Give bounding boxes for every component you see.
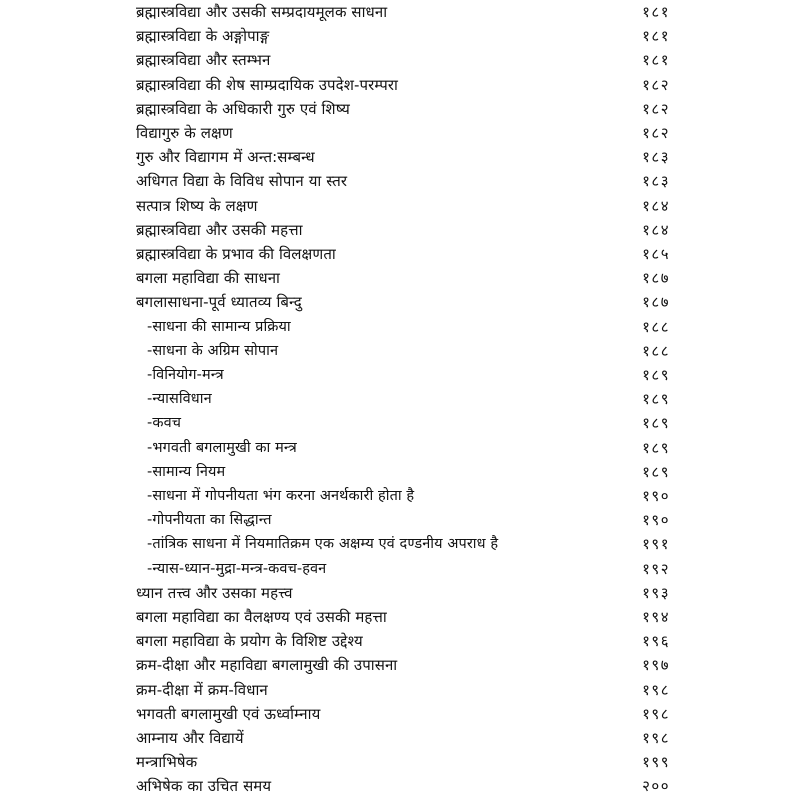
toc-entry-title: -तांत्रिक साधना में नियमातिक्रम एक अक्षम्य एवं दण्डनीय अपराध है — [147, 536, 499, 553]
toc-entry-title: ब्रह्मास्त्रविद्या की शेष साम्प्रदायिक उपदेश-परम्परा — [136, 75, 398, 94]
toc-entry-title: ब्रह्मास्त्रविद्या के प्रभाव की विलक्षणता — [136, 245, 336, 263]
toc-entry-page-number: १८१ — [642, 51, 670, 70]
toc-entry-page-number: १८७ — [642, 269, 670, 288]
toc-entry — [0, 49, 800, 73]
toc-entry-title: मन्त्राभिषेक — [136, 753, 198, 772]
toc-entry-page-number: १९२ — [642, 559, 670, 578]
toc-entry — [0, 291, 800, 315]
toc-entry-title: आम्नाय और विद्यायें — [136, 729, 244, 747]
toc-entry-title: -साधना की सामान्य प्रक्रिया — [147, 318, 291, 335]
toc-entry-title: -कवच — [147, 415, 182, 432]
toc-entry — [0, 679, 800, 703]
toc-entry-title: क्रम-दीक्षा और महाविद्या बगलामुखी की उपासना — [136, 656, 398, 675]
toc-entry-title: बगला महाविद्या का वैलक्षण्य एवं उसकी महत्ता — [136, 608, 387, 626]
toc-entry — [0, 654, 800, 678]
toc-entry-page-number: १९० — [642, 487, 670, 505]
toc-entry-page-number: १९७ — [642, 656, 670, 675]
toc-entry — [0, 509, 800, 533]
toc-entry — [0, 775, 800, 799]
toc-entry-title: -विनियोग-मन्त्र — [147, 367, 224, 383]
toc-entry-page-number: १९३ — [642, 583, 670, 602]
toc-entry-page-number: १८२ — [642, 75, 670, 94]
toc-entry — [0, 340, 800, 364]
toc-entry-title: ब्रह्मास्त्रविद्या और उसकी महत्ता — [136, 220, 303, 239]
toc-entry — [0, 195, 800, 219]
toc-entry-title: ब्रह्मास्त्रविद्या और स्तम्भन — [136, 51, 271, 70]
toc-entry-page-number: १८९ — [642, 390, 670, 409]
toc-entry-title: अधिगत विद्या के विविध सोपान या स्तर — [136, 172, 348, 191]
toc-entry — [0, 630, 800, 654]
toc-entry — [0, 388, 800, 412]
toc-entry-page-number: १८४ — [642, 196, 670, 215]
toc-entry-page-number: १८७ — [642, 293, 670, 312]
toc-entry — [0, 582, 800, 606]
toc-entry — [0, 74, 800, 98]
toc-entry-page-number: १८९ — [642, 366, 670, 384]
toc-entry-title: बगलासाधना-पूर्व ध्यातव्य बिन्दु — [136, 293, 302, 312]
toc-entry — [0, 703, 800, 727]
toc-entry-page-number: १९१ — [642, 535, 670, 554]
toc-entry — [0, 122, 800, 146]
toc-entry-page-number: २०० — [642, 777, 670, 796]
toc-entry-page-number: १९६ — [642, 632, 670, 651]
toc-entry-page-number: १९४ — [642, 608, 670, 626]
toc-entry — [0, 558, 800, 582]
toc-entry-title: विद्यागुरु के लक्षण — [136, 124, 233, 142]
toc-entry-title: -सामान्य नियम — [147, 463, 226, 480]
toc-entry-title: बगला महाविद्या की साधना — [136, 269, 281, 288]
toc-entry-page-number: १८९ — [642, 438, 670, 457]
toc-entry-page-number: १८८ — [642, 317, 670, 336]
toc-entry-page-number: १९९ — [642, 753, 670, 772]
toc-entry — [0, 267, 800, 291]
toc-entry-page-number: १८१ — [642, 3, 670, 21]
toc-entry-page-number: १९० — [642, 511, 670, 530]
toc-entry-title: -साधना में गोपनीयता भंग करना अनर्थकारी होता है — [147, 488, 415, 504]
toc-entry-page-number: १८८ — [642, 341, 670, 360]
toc-entry — [0, 412, 800, 436]
toc-entry-title: गुरु और विद्यागम में अन्त:सम्बन्ध — [136, 148, 315, 167]
toc-entry-page-number: १९८ — [642, 729, 670, 747]
toc-entry-page-number: १८३ — [642, 148, 670, 167]
toc-entry — [0, 533, 800, 557]
toc-entry — [0, 364, 800, 388]
toc-entry-page-number: १९८ — [642, 680, 670, 699]
toc-entry-page-number: १८९ — [642, 462, 670, 481]
toc-entry-page-number: १८३ — [642, 172, 670, 191]
toc-entry-title: बगला महाविद्या के प्रयोग के विशिष्ट उद्देश्य — [136, 632, 363, 651]
toc-entry-title: -साधना के अग्रिम सोपान — [147, 342, 279, 359]
toc-entry-title: -गोपनीयता का सिद्धान्त — [147, 512, 272, 529]
toc-entry-title: सत्पात्र शिष्य के लक्षण — [136, 196, 258, 215]
toc-entry-title: ब्रह्मास्त्रविद्या के अधिकारी गुरु एवं शिष्य — [136, 99, 350, 118]
toc-entry-title: अभिषेक का उचित समय — [136, 777, 272, 796]
toc-entry-title: -न्यास-ध्यान-मुद्रा-मन्त्र-कवच-हवन — [147, 560, 327, 577]
toc-entry — [0, 606, 800, 630]
toc-entry-page-number: १९८ — [642, 704, 670, 723]
toc-entry-page-number: १८४ — [642, 220, 670, 239]
toc-entry — [0, 751, 800, 775]
toc-entry-page-number: १८१ — [642, 27, 670, 46]
toc-entry-title: ब्रह्मास्त्रविद्या और उसकी सम्प्रदायमूलक साधना — [136, 3, 388, 21]
toc-entry — [0, 1, 800, 25]
toc-entry — [0, 170, 800, 194]
toc-entry — [0, 25, 800, 49]
toc-entry-page-number: १८५ — [642, 245, 670, 263]
toc-entry-title: ध्यान तत्त्व और उसका महत्त्व — [136, 583, 293, 602]
toc-entry-page-number: १८९ — [642, 414, 670, 433]
toc-entry — [0, 461, 800, 485]
toc-entry-title: ब्रह्मास्त्रविद्या के अङ्गोपाङ्ग — [136, 27, 270, 46]
toc-entry — [0, 316, 800, 340]
toc-entry-page-number: १८२ — [642, 124, 670, 142]
toc-entry-page-number: १८२ — [642, 99, 670, 118]
toc-entry — [0, 243, 800, 267]
toc-entry — [0, 146, 800, 170]
toc-entry-title: भगवती बगलामुखी एवं ऊर्ध्वाम्नाय — [136, 704, 321, 723]
toc-entry — [0, 98, 800, 122]
toc-entry-title: -न्यासविधान — [147, 391, 212, 408]
toc-entry-title: -भगवती बगलामुखी का मन्त्र — [147, 439, 297, 456]
toc-entry — [0, 219, 800, 243]
toc-entry — [0, 485, 800, 509]
toc-entry-title: क्रम-दीक्षा में क्रम-विधान — [136, 680, 268, 699]
toc-entry — [0, 727, 800, 751]
toc-entry — [0, 437, 800, 461]
